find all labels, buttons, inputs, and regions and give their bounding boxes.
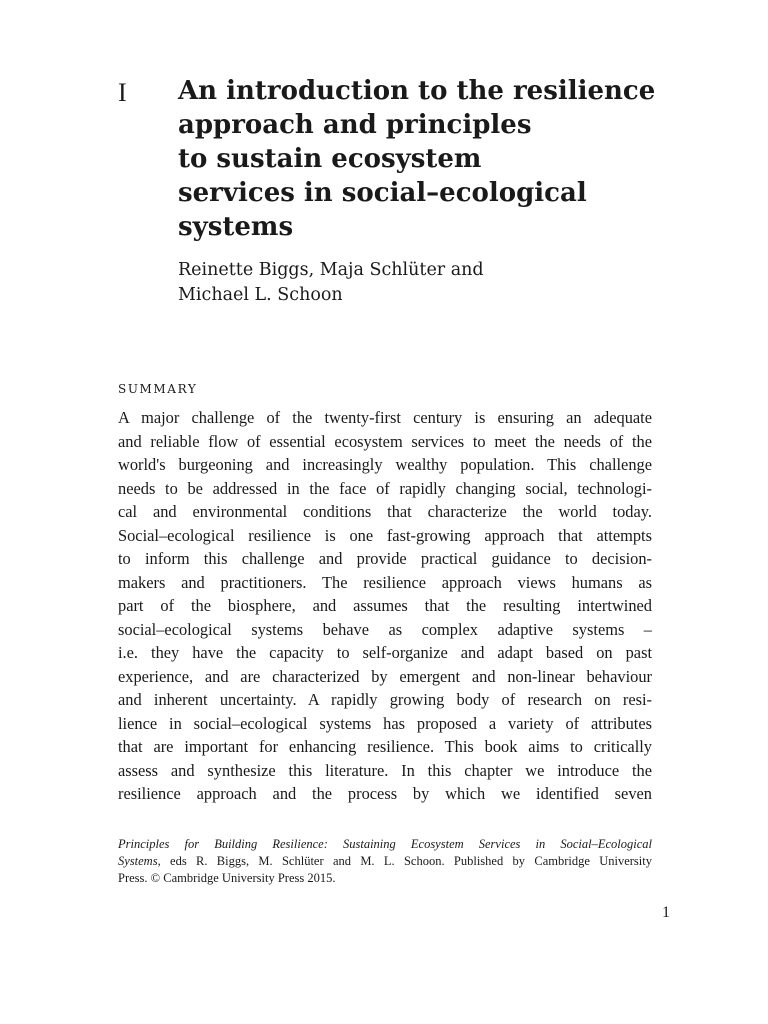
title-line: approach and principles (178, 110, 532, 140)
footnote-editors: , eds R. Biggs, M. Schlüter and M. L. Schoon. Published by Cambridge University (157, 854, 652, 868)
summary-body (118, 406, 652, 806)
summary-line: part of the biosphere, and assumes that the resulting intertwined (118, 596, 652, 615)
summary-line: and inherent uncertainty. A rapidly growing body of research on resi- (118, 690, 652, 709)
summary-line: Social–ecological resilience is one fast-growing approach that attempts (118, 525, 652, 545)
title-line: systems (178, 212, 294, 242)
summary-line: assess and synthesize this literature. In this chapter we introduce the (118, 760, 652, 780)
summary-line: that are important for enhancing resilience. This book aims to critically (118, 737, 652, 756)
summary-line: lience in social–ecological systems has proposed a variety of attributes (118, 713, 652, 733)
summary-line: resilience approach and the process by which we identified seven (118, 784, 652, 803)
summary-line: i.e. they have the capacity to self-organize and adapt based on past (118, 643, 652, 662)
summary-line: to inform this challenge and provide practical guidance to decision- (118, 549, 652, 568)
author-line: Michael L. Schoon (178, 285, 343, 305)
summary-line: A major challenge of the twenty-first century is ensuring an adequate (118, 408, 652, 427)
title-line: to sustain ecosystem (178, 144, 482, 174)
author-line: Reinette Biggs, Maja Schlüter and (178, 260, 484, 280)
footnote-book-title-end: Systems (118, 854, 158, 868)
chapter-title (178, 74, 678, 244)
summary-line: needs to be addressed in the face of rapidly changing social, technologi- (118, 478, 652, 498)
summary-line: cal and environmental conditions that characterize the world today. (118, 502, 652, 521)
summary-line: and reliable flow of essential ecosystem services to meet the needs of the (118, 431, 652, 451)
footnote (118, 836, 652, 887)
summary-line: experience, and are characterized by emergent and non-linear behaviour (118, 666, 652, 686)
footnote-line (118, 853, 652, 870)
title-line: services in social–ecological (178, 178, 587, 208)
authors (178, 258, 484, 308)
title-line: An introduction to the resilience (178, 76, 656, 106)
summary-heading: SUMMARY (118, 382, 198, 396)
summary-line: makers and practitioners. The resilience approach views humans as (118, 572, 652, 592)
chapter-number: I (118, 78, 128, 107)
footnote-copyright: Press. © Cambridge University Press 2015. (118, 871, 336, 885)
summary-line: world's burgeoning and increasingly wealthy population. This challenge (118, 455, 652, 474)
page-number: 1 (662, 904, 670, 921)
footnote-book-title: Principles for Building Resilience: Sustaining Ecosystem Services in Social–Ecological (118, 837, 652, 851)
summary-line: social–ecological systems behave as complex adaptive systems – (118, 619, 652, 639)
footnote-line (118, 836, 652, 853)
